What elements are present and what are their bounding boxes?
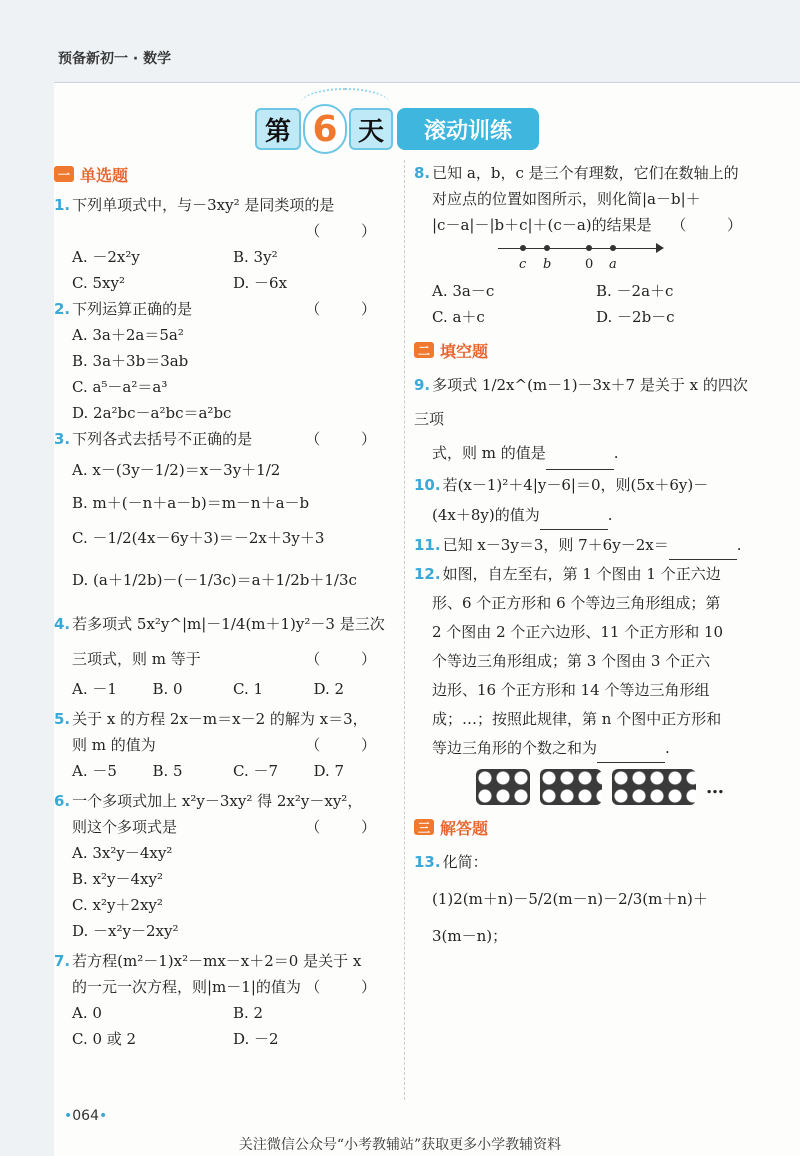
side-strip — [0, 0, 54, 1156]
question-8 — [414, 160, 760, 330]
question-number: 3. — [54, 430, 71, 448]
question-6 — [54, 788, 394, 944]
pattern-ellipsis: … — [706, 776, 724, 798]
header-label: 预备新初一 · 数学 — [58, 51, 172, 67]
section-badge: 三 — [414, 819, 434, 835]
label-zero: 0 — [585, 257, 594, 272]
question-number: 4. — [54, 615, 71, 633]
question-number: 8. — [414, 164, 431, 182]
option-c[interactable]: C. 5xy² — [72, 274, 125, 292]
option-a[interactable]: A. 0 — [72, 1004, 102, 1022]
question-text-cont: 2 个图由 2 个正六边形、11 个正方形和 10 — [432, 623, 724, 641]
header-band — [0, 0, 800, 82]
question-10: 10. 若(x－1)²＋4|y－6|＝0，则(5x＋6y)－ (4x＋8y)的值为 . — [414, 470, 760, 530]
hexagon-pattern-figure — [414, 769, 760, 805]
answer-blank[interactable] — [597, 746, 665, 763]
question-text-cont: 等边三角形的个数之和为 — [432, 739, 598, 757]
question-number: 7. — [54, 952, 71, 970]
question-text: 化简： — [442, 853, 488, 871]
question-9: 9. 多项式 1/2x^(m－1)－3x＋7 是关于 x 的四次三项 式，则 m 的值是 . — [414, 368, 760, 470]
question-number: 5. — [54, 710, 71, 728]
point-c — [520, 245, 526, 251]
option-d[interactable]: D. (a＋1/2b)－(－1/3c)＝a＋1/2b＋1/3c — [72, 571, 357, 589]
column-divider — [404, 160, 406, 1100]
question-text-cont: 边形、16 个正方形和 14 个等边三角形组 — [432, 681, 710, 699]
section-title: 解答题 — [440, 818, 489, 838]
question-3 — [54, 426, 394, 602]
option-c[interactable]: C. 0 或 2 — [72, 1030, 137, 1048]
title-prefix: 第 — [255, 108, 301, 150]
answer-blank[interactable] — [546, 453, 614, 470]
question-text: 若(x－1)²＋4|y－6|＝0，则(5x＋6y)－ — [442, 476, 709, 494]
point-zero — [586, 245, 592, 251]
question-text-cont: (4x＋8y)的值为 — [432, 506, 540, 524]
question-11: 11. 已知 x－3y＝3，则 7＋6y－2x＝ . — [414, 530, 760, 560]
question-text-cont: 三项式，则 m 等于 — [72, 650, 201, 668]
section-title: 单选题 — [80, 165, 129, 185]
option-d[interactable]: D. －2b－c — [596, 308, 675, 326]
option-a[interactable]: A. 3x²y－4xy² — [72, 844, 173, 862]
answer-paren[interactable]: （ ） — [305, 736, 394, 754]
option-c[interactable]: C. a＋c — [432, 308, 485, 326]
question-text-cont: 式，则 m 的值是 — [432, 444, 546, 462]
bullet-icon: • — [64, 1108, 73, 1124]
option-b[interactable]: B. 2 — [233, 1004, 264, 1022]
option-d[interactable]: D. －6x — [233, 274, 288, 292]
option-c[interactable]: C. x²y＋2xy² — [72, 896, 163, 914]
option-b[interactable]: B. 3y² — [233, 248, 278, 266]
question-text-cont: 形、6 个正方形和 6 个等边三角形组成；第 — [432, 594, 721, 612]
pattern-figure-1 — [476, 769, 530, 805]
answer-paren[interactable]: （ ） — [305, 430, 394, 448]
option-b[interactable]: B. 5 — [152, 762, 183, 780]
point-a — [610, 245, 616, 251]
header-rule — [54, 82, 800, 83]
question-number: 13. — [414, 853, 441, 871]
answer-paren[interactable]: （ ） — [305, 978, 394, 996]
question-text-cont: 对应点的位置如图所示，则化简|a－b|＋ — [432, 190, 701, 208]
label-b: b — [543, 257, 552, 272]
label-c: c — [519, 257, 527, 272]
option-d[interactable]: D. 2a²bc－a²bc＝a²bc — [72, 404, 232, 422]
question-text: 若方程(m²－1)x²－mx－x＋2＝0 是关于 x — [72, 952, 362, 970]
pattern-figure-2 — [540, 769, 602, 805]
question-text: 若多项式 5x²y^|m|－1/4(m＋1)y²－3 是三次 — [72, 615, 385, 633]
option-b[interactable]: B. m＋(－n＋a－b)＝m－n＋a－b — [72, 494, 310, 512]
question-text: 一个多项式加上 x²y－3xy² 得 2x²y－xy²， — [72, 792, 363, 810]
page-number — [64, 1108, 107, 1124]
question-text-cont: 成；…；按照此规律，第 n 个图中正方形和 — [432, 710, 722, 728]
question-4 — [54, 606, 394, 702]
option-c[interactable]: C. －7 — [233, 762, 279, 780]
question-number: 6. — [54, 792, 71, 810]
option-c[interactable]: C. －1/2(4x－6y＋3)＝－2x＋3y＋3 — [72, 529, 325, 547]
answer-paren[interactable]: （ ） — [305, 818, 394, 836]
title-number: 6 — [303, 104, 347, 154]
left-column — [54, 160, 394, 1052]
option-a[interactable]: A. －1 — [72, 680, 117, 698]
option-b[interactable]: B. －2a＋c — [596, 282, 674, 300]
question-text: 如图，自左至右，第 1 个图由 1 个正六边 — [442, 565, 721, 583]
option-b[interactable]: B. 0 — [152, 680, 183, 698]
question-number: 10. — [414, 476, 441, 494]
option-a[interactable]: A. 3a－c — [432, 282, 495, 300]
question-5 — [54, 706, 394, 784]
question-text-cont: 则 m 的值为 — [72, 736, 156, 754]
question-13 — [414, 845, 760, 953]
question-text-cont: 个等边三角形组成；第 3 个图由 3 个正六 — [432, 652, 711, 670]
section-title: 填空题 — [440, 341, 489, 361]
question-text: 下列各式去括号不正确的是 — [72, 430, 253, 448]
section-single-choice — [54, 160, 394, 188]
question-2 — [54, 296, 394, 426]
number-line — [498, 238, 668, 278]
question-12: 12. 如图，自左至右，第 1 个图由 1 个正六边 形、6 个正方形和 6 个等边三角形组成；第 2 个图由 2 个正六边形、11 个正方形和 10 个等边三角形组成；第 3 个图由 3 个正六 边形、16 个正方形和 14 个等边三角形组 成；…；按照此规律，第 n 个图中正方形和 等边三角形的个数之和为 . … — [414, 560, 760, 805]
point-b — [544, 245, 550, 251]
arrow-right-icon — [656, 243, 664, 253]
option-c[interactable]: C. 1 — [233, 680, 264, 698]
answer-blank[interactable] — [540, 513, 608, 530]
question-number: 12. — [414, 565, 441, 583]
title-suffix: 天 — [349, 108, 393, 150]
question-7 — [54, 948, 394, 1052]
question-text-cont: |c－a|－|b＋c|＋(c－a)的结果是 — [432, 216, 652, 234]
pattern-figure-3 — [612, 769, 696, 805]
question-number: 9. — [414, 376, 431, 394]
page-number-text: 064 — [72, 1108, 99, 1124]
section-badge: 二 — [414, 342, 434, 358]
question-text: 多项式 1/2x^(m－1)－3x＋7 是关于 x 的四次三项 — [414, 376, 748, 428]
answer-blank[interactable] — [669, 543, 737, 560]
option-d[interactable]: D. －x²y－2xy² — [72, 922, 179, 940]
section-badge: 一 — [54, 166, 74, 182]
answer-paren[interactable]: （ ） — [305, 222, 394, 240]
section-fill-blank — [414, 336, 760, 364]
option-a[interactable]: A. －2x²y — [72, 248, 140, 266]
sub-question-1: (1)2(m＋n)－5/2(m－n)－2/3(m＋n)＋ — [432, 890, 708, 908]
question-number: 11. — [414, 536, 441, 554]
question-text-cont: 则这个多项式是 — [72, 818, 178, 836]
question-text: 已知 x－3y＝3，则 7＋6y－2x＝ — [442, 536, 669, 554]
footer-note: 关注微信公众号“小考教辅站”获取更多小学教辅资料 — [238, 1137, 562, 1153]
question-text: 已知 a，b，c 是三个有理数，它们在数轴上的 — [432, 164, 739, 182]
answer-paren[interactable]: （ ） — [305, 650, 394, 668]
option-b[interactable]: B. 3a＋3b＝3ab — [72, 352, 189, 370]
question-number: 1. — [54, 196, 71, 214]
option-a[interactable]: A. －5 — [72, 762, 117, 780]
question-1 — [54, 192, 394, 296]
question-number: 2. — [54, 300, 71, 318]
question-text: 关于 x 的方程 2x－m＝x－2 的解为 x＝3， — [72, 710, 368, 728]
section-answer — [414, 813, 760, 841]
option-a[interactable]: A. x－(3y－1/2)＝x－3y＋1/2 — [72, 461, 281, 479]
option-a[interactable]: A. 3a＋2a＝5a² — [72, 326, 184, 344]
bullet-icon: • — [99, 1108, 108, 1124]
question-text: 下列单项式中，与－3xy² 是同类项的是 — [72, 196, 335, 214]
label-a: a — [609, 257, 617, 272]
answer-paren[interactable]: （ ） — [305, 300, 394, 318]
question-text-cont: 的一元一次方程，则|m－1|的值为 — [72, 978, 301, 996]
option-d[interactable]: D. 7 — [313, 762, 345, 780]
title-text: 滚动训练 — [397, 108, 539, 150]
option-d[interactable]: D. －2 — [233, 1030, 279, 1048]
right-column — [414, 160, 760, 953]
option-d[interactable]: D. 2 — [313, 680, 345, 698]
option-b[interactable]: B. x²y－4xy² — [72, 870, 163, 888]
sub-question-1-cont: 3(m－n)； — [432, 927, 508, 945]
question-text: 下列运算正确的是 — [72, 300, 193, 318]
option-c[interactable]: C. a⁵－a²＝a³ — [72, 378, 168, 396]
answer-paren[interactable]: （ ） — [671, 216, 760, 234]
